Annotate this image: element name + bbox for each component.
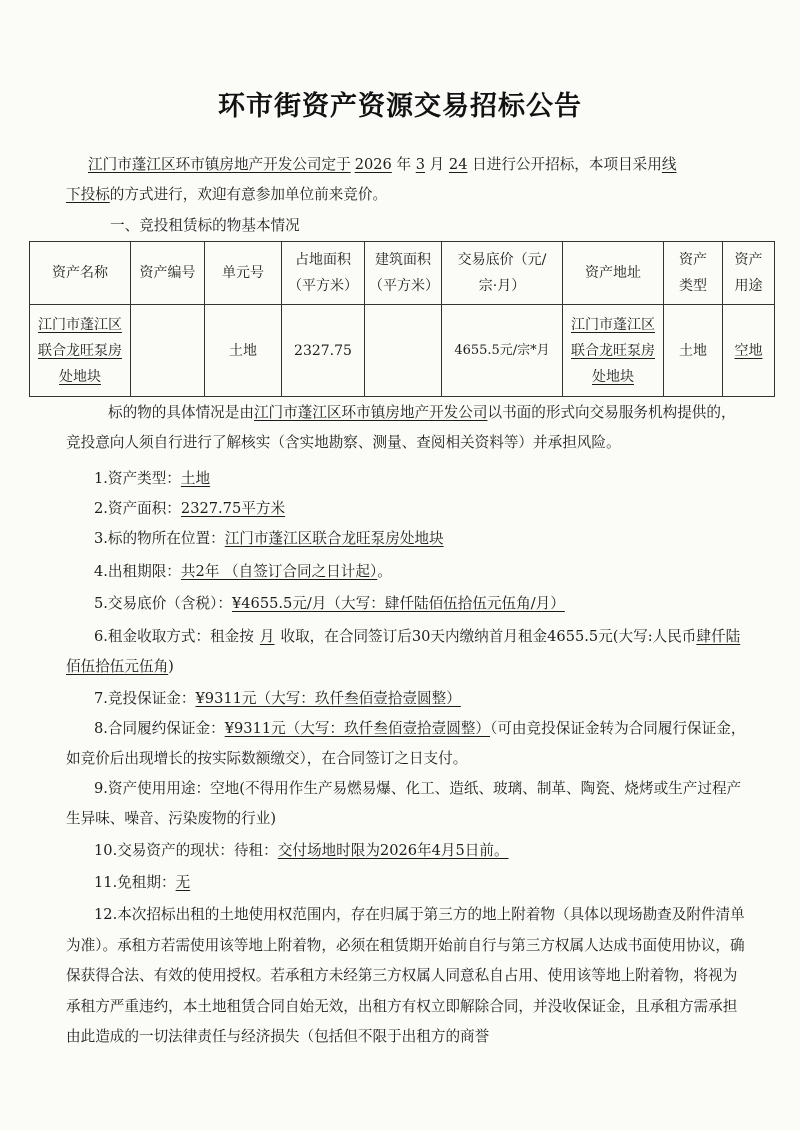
intro-month: 3 — [415, 156, 426, 173]
item-7-value: ¥9311元（大写：玖仟叁佰壹拾壹圆整） — [195, 690, 461, 707]
header-building-area: 建筑面积（平方米） — [365, 242, 442, 305]
desc-company: 江门市蓬江区环市镇房地产开发公司 — [253, 404, 488, 421]
item-4 — [94, 557, 744, 587]
item-7-label: 7.竞投保证金： — [94, 690, 196, 707]
intro-day-text: 日进行公开招标，本项目采用 — [472, 156, 662, 173]
cell-land-area: 2327.75 — [282, 305, 365, 397]
cell-asset-use: 空地 — [723, 305, 775, 397]
item-4-value: 共2年 （自签订合同之日计起） — [180, 563, 378, 580]
intro-method-a: 线 — [661, 156, 677, 173]
item-8-value: ¥9311元（大写：玖仟叁佰壹拾壹圆整） — [224, 720, 491, 737]
intro-year-unit: 年 — [396, 156, 412, 173]
intro-prefix: 江门市蓬江区环市镇房地产开发公司定于 — [88, 156, 351, 173]
item-6 — [66, 622, 746, 681]
item-6-unit: 月 — [259, 628, 275, 645]
desc-pre: 标的物的具体情况是由 — [108, 404, 254, 421]
section-1-title: 一、竞投租赁标的物基本情况 — [110, 217, 300, 234]
cell-asset-type: 土地 — [664, 305, 723, 397]
item-6-text: 收取，在合同签订后30天内缴纳首月租金4655.5元(大写:人民币 — [280, 628, 697, 645]
item-3 — [94, 524, 744, 554]
item-10-label: 10.交易资产的现状：待租： — [94, 842, 278, 859]
intro-month-unit: 月 — [429, 156, 445, 173]
item-5-value: ¥4655.5元/月（大写：肆仟陆佰伍拾伍元伍角/月） — [231, 595, 565, 612]
item-10 — [94, 836, 744, 866]
cell-price: 4655.5元/宗*月 — [442, 305, 563, 397]
item-4-label: 4.出租期限： — [94, 563, 181, 580]
item-1-value: 土地 — [180, 470, 211, 487]
item-4-end: 。 — [377, 563, 392, 580]
intro-year: 2026 — [354, 156, 392, 173]
item-12: 12.本次招标出租的土地使用权范围内，存在归属于第三方的地上附着物（具体以现场勘查及附件清单为准）。承租方若需使用该等地上附着物，必须在租赁期开始前自行与第三方权属人达成书面使用协议，确保获得合法、有效的使用授权。若承租方未经第三方权属人同意私自占用、使用该等地上附着物，将视为承租方严重违约，本土地租赁合同自始无效，出租方有权立即解除合同，并没收保证金，且承租方需承担由此造成的一切法律责任与经济损失（包括但不限于出租方的商誉 — [66, 906, 745, 1045]
item-2-value: 2327.75平方米 — [180, 500, 286, 517]
item-11 — [94, 868, 744, 898]
item-11-label: 11.免租期： — [94, 874, 176, 891]
item-6-label: 6.租金收取方式：租金按 — [94, 628, 254, 645]
item-2 — [94, 494, 744, 524]
cell-address: 江门市蓬江区联合龙旺泵房处地块 — [563, 305, 664, 397]
table-row — [30, 305, 775, 397]
intro-day: 24 — [448, 156, 468, 173]
item-7 — [94, 684, 744, 714]
item-1 — [94, 464, 744, 494]
item-3-label: 3.标的物所在位置： — [94, 530, 225, 547]
header-asset-code: 资产编号 — [131, 242, 205, 305]
item-8 — [66, 714, 746, 773]
header-asset-type: 资产类型 — [664, 242, 723, 305]
item-2-label: 2.资产面积： — [94, 500, 181, 517]
description-paragraph — [66, 398, 746, 457]
intro-method-b: 下投标 — [66, 185, 110, 203]
header-asset-use: 资产用途 — [723, 242, 775, 305]
header-unit: 单元号 — [205, 242, 282, 305]
item-9: 9.资产使用用途：空地(不得用作生产易燃易爆、化工、造纸、玻璃、制革、陶瓷、烧烤或生产过程产生异味、噪音、污染废物的行业) — [66, 780, 742, 827]
cell-unit: 土地 — [205, 305, 282, 397]
item-3-value: 江门市蓬江区联合龙旺泵房处地块 — [224, 530, 444, 547]
table-header-row — [30, 242, 775, 305]
header-address: 资产地址 — [563, 242, 664, 305]
header-land-area: 占地面积（平方米） — [282, 242, 365, 305]
header-price: 交易底价（元/宗·月） — [442, 242, 563, 305]
item-6-end: ) — [168, 657, 174, 675]
intro-paragraph — [66, 150, 746, 209]
item-10-value: 交付场地时限为2026年4月5日前。 — [277, 842, 509, 859]
item-5-label: 5.交易底价（含税）： — [94, 595, 232, 612]
cell-asset-code — [131, 305, 205, 397]
item-6-caps: 肆仟陆佰伍拾伍元伍角 — [66, 628, 741, 675]
item-8-text: （可由竞投保证金转为合同履行保证金，如竞价后出现增长的按实际数额缴交），在合同签订之日支付。 — [66, 720, 746, 767]
cell-asset-name: 江门市蓬江区联合龙旺泵房处地块 — [30, 305, 131, 397]
item-11-value: 无 — [175, 874, 191, 891]
asset-table — [29, 241, 775, 397]
header-asset-name: 资产名称 — [30, 242, 131, 305]
item-5 — [94, 589, 744, 619]
intro-suffix: 的方式进行，欢迎有意参加单位前来竞价。 — [109, 185, 388, 203]
item-8-label: 8.合同履约保证金： — [94, 720, 225, 737]
page-title: 环市街资产资源交易招标公告 — [218, 91, 582, 122]
item-1-label: 1.资产类型： — [94, 470, 181, 487]
desc-post: 以书面的形式向交易服务机构提供的，竞投意向人须自行进行了解核实（含实地勘察、测量、查阅相关资料等）并承担风险。 — [66, 404, 736, 451]
cell-building-area — [365, 305, 442, 397]
